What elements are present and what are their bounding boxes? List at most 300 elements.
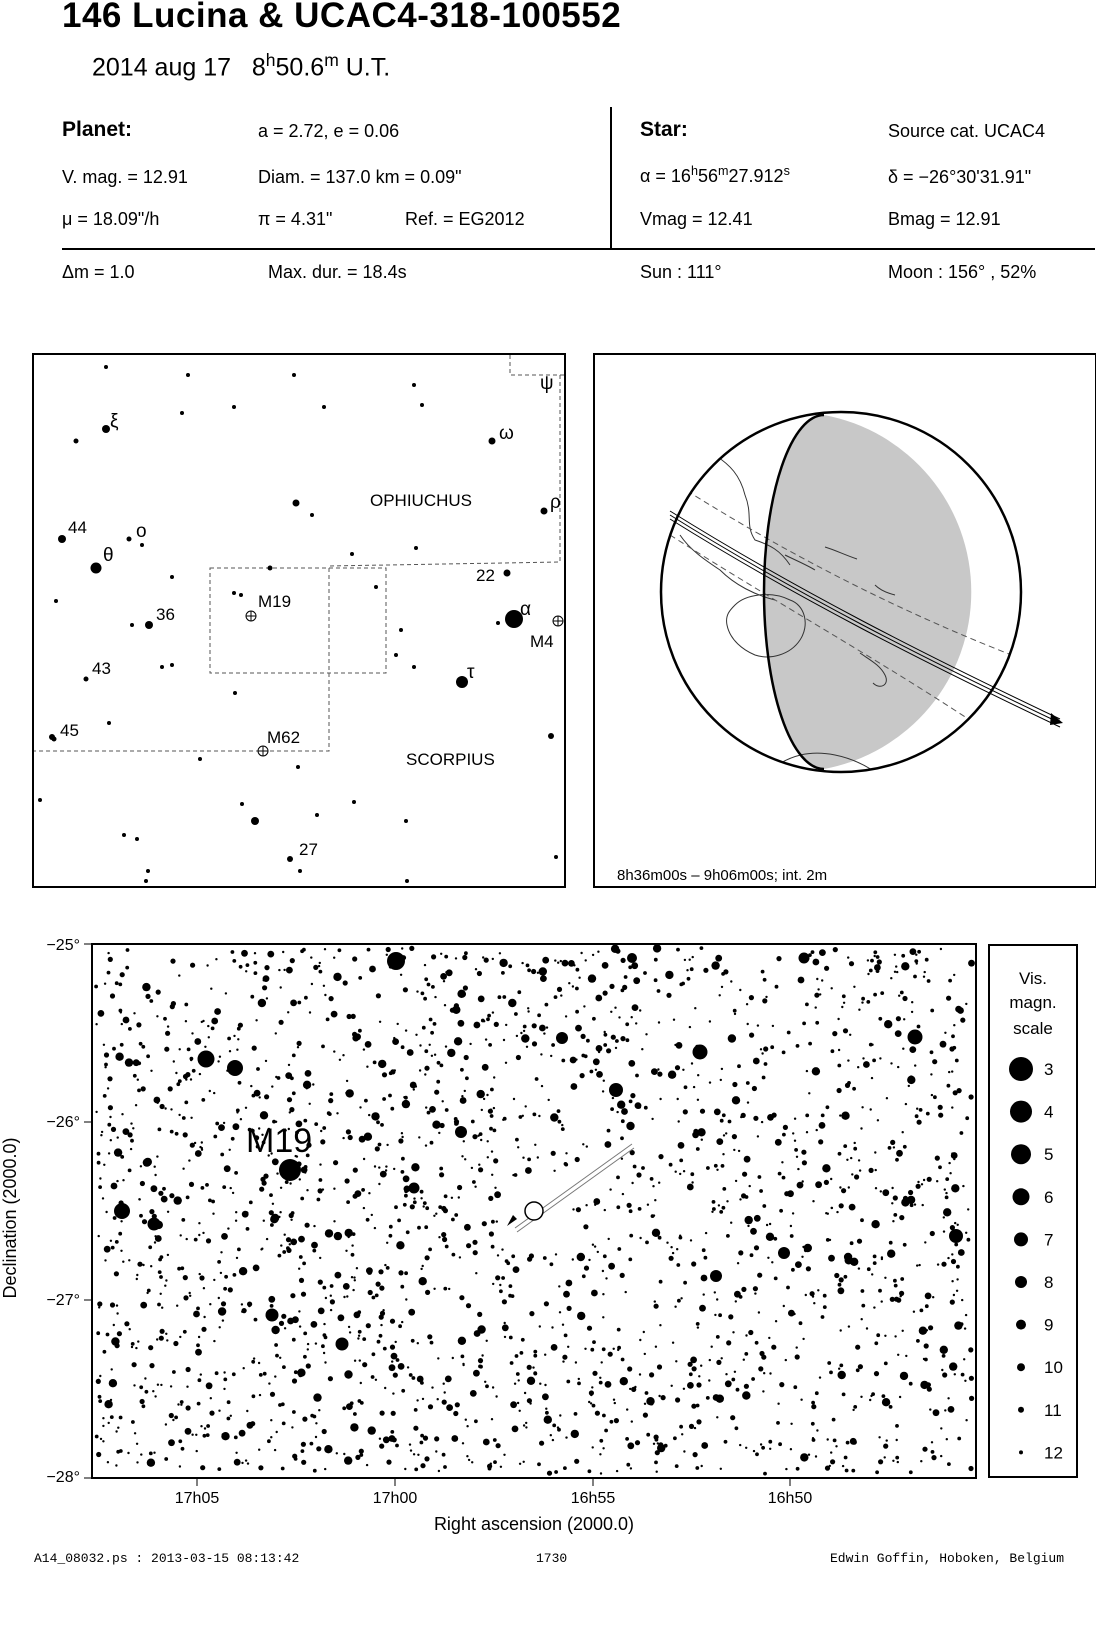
star-dot bbox=[472, 1134, 477, 1139]
star-dot bbox=[748, 1330, 753, 1335]
star-dot bbox=[617, 1247, 621, 1251]
star-dot bbox=[490, 1088, 494, 1092]
star-dot bbox=[446, 969, 453, 976]
star-dot bbox=[585, 1204, 587, 1206]
star-dot bbox=[725, 1132, 727, 1134]
star-dot bbox=[960, 1131, 964, 1135]
star-dot bbox=[905, 1355, 907, 1357]
star-dot bbox=[926, 1112, 930, 1116]
star-dot bbox=[391, 1353, 398, 1360]
star-dot bbox=[968, 1466, 973, 1471]
star-dot bbox=[95, 1023, 97, 1025]
star-dot bbox=[296, 765, 300, 769]
star-dot bbox=[890, 1062, 892, 1064]
star-dot bbox=[299, 1278, 304, 1283]
star-dot bbox=[897, 1461, 899, 1463]
star-dot bbox=[627, 1366, 632, 1371]
star-dot bbox=[745, 1447, 747, 1449]
star-dot bbox=[183, 1074, 188, 1079]
star-dot bbox=[306, 1363, 311, 1368]
star-dot bbox=[204, 1427, 206, 1429]
star-dot bbox=[631, 1016, 633, 1018]
star-dot bbox=[139, 1214, 143, 1218]
star-dot bbox=[751, 1377, 755, 1381]
star-dot bbox=[876, 955, 880, 959]
star-dot bbox=[263, 979, 265, 981]
star-dot bbox=[842, 1465, 844, 1467]
legend-dot bbox=[1015, 1276, 1027, 1288]
star-dot bbox=[676, 1042, 683, 1049]
star-dot bbox=[919, 1108, 923, 1112]
star-dot bbox=[871, 1044, 873, 1046]
planet-orbit: a = 2.72, e = 0.06 bbox=[258, 121, 400, 141]
star-dot bbox=[359, 1359, 361, 1361]
star-dot bbox=[189, 1292, 191, 1294]
star-dot bbox=[762, 998, 767, 1003]
star-dot bbox=[255, 1019, 257, 1021]
star-dot bbox=[899, 1291, 904, 1296]
star-dot bbox=[950, 1300, 955, 1305]
star-dot bbox=[694, 1007, 696, 1009]
star-dot bbox=[604, 1033, 608, 1037]
star-dot bbox=[514, 1173, 518, 1177]
star-dot bbox=[518, 1379, 520, 1381]
star-dot bbox=[506, 1261, 510, 1265]
star-dot bbox=[115, 1430, 117, 1432]
star-dot bbox=[582, 1274, 586, 1278]
star-dot bbox=[823, 1305, 827, 1309]
star-dot bbox=[229, 1050, 231, 1052]
star-dot bbox=[730, 1415, 735, 1420]
star-dot bbox=[429, 1106, 436, 1113]
footer-author: Edwin Goffin, Hoboken, Belgium bbox=[830, 1551, 1065, 1566]
star-dot bbox=[577, 1382, 581, 1386]
star-dot bbox=[362, 1337, 366, 1341]
star-dot bbox=[604, 1209, 606, 1211]
star-dot bbox=[472, 1180, 476, 1184]
star-dot bbox=[371, 1112, 379, 1120]
star-dot bbox=[602, 1447, 604, 1449]
star-dot bbox=[405, 879, 409, 883]
star-dot bbox=[812, 1295, 814, 1297]
star-dot bbox=[423, 997, 427, 1001]
star-dot bbox=[440, 1123, 445, 1128]
star-dot bbox=[431, 1055, 433, 1057]
star-dot bbox=[557, 987, 562, 992]
star-dot bbox=[720, 1079, 722, 1081]
star-dot bbox=[639, 1373, 641, 1375]
star-dot bbox=[543, 1256, 547, 1260]
star-dot bbox=[483, 1020, 485, 1022]
star-dot bbox=[205, 1183, 209, 1187]
star-dot bbox=[452, 1253, 456, 1257]
star-dot bbox=[943, 1216, 945, 1218]
star-dot bbox=[149, 1452, 153, 1456]
star-dot bbox=[105, 1211, 107, 1213]
star-dot bbox=[512, 1426, 519, 1433]
star-dot bbox=[701, 1465, 703, 1467]
star-dot bbox=[613, 1399, 615, 1401]
star-dot bbox=[106, 1333, 110, 1337]
star-dot bbox=[712, 1200, 716, 1204]
star-dot bbox=[730, 1222, 732, 1224]
star-dot bbox=[321, 1045, 325, 1049]
star-dot bbox=[595, 995, 602, 1002]
star-dot bbox=[132, 1127, 134, 1129]
star-dot bbox=[324, 948, 326, 950]
star-dot bbox=[368, 1114, 370, 1116]
star-dot bbox=[199, 1146, 201, 1148]
star-dot bbox=[654, 1199, 656, 1201]
star-dot bbox=[457, 990, 465, 998]
star-dot bbox=[38, 798, 42, 802]
star-dot bbox=[297, 1046, 299, 1048]
star-dot bbox=[581, 1034, 586, 1039]
star-dot bbox=[84, 677, 89, 682]
star-dot bbox=[135, 837, 139, 841]
star-dot bbox=[946, 996, 951, 1001]
star-dot bbox=[833, 1439, 837, 1443]
star-dot bbox=[599, 1377, 601, 1379]
star-dot bbox=[368, 1192, 370, 1194]
chart-field-outline bbox=[210, 568, 386, 673]
star-dot bbox=[718, 1204, 720, 1206]
star-dot bbox=[609, 1188, 611, 1190]
star-dot bbox=[923, 976, 925, 978]
star-dot bbox=[616, 949, 618, 951]
star-dot bbox=[136, 1022, 141, 1027]
star-dot bbox=[529, 1311, 534, 1316]
star-dot bbox=[351, 1276, 353, 1278]
star-dot bbox=[303, 1355, 307, 1359]
star-dot bbox=[821, 979, 823, 981]
star-dot bbox=[276, 1172, 278, 1174]
star-dot bbox=[378, 1060, 386, 1068]
star-dot bbox=[180, 1234, 182, 1236]
star-dot bbox=[134, 1432, 136, 1434]
star-dot bbox=[631, 1420, 633, 1422]
star-dot bbox=[683, 1109, 688, 1114]
star-dot bbox=[691, 1261, 696, 1266]
star-dot bbox=[318, 1280, 323, 1285]
star-dot bbox=[144, 1377, 146, 1379]
star-dot bbox=[918, 1264, 920, 1266]
star-dot bbox=[108, 1105, 113, 1110]
star-dot bbox=[413, 1088, 415, 1090]
planet-motion: μ = 18.09"/h bbox=[62, 209, 160, 229]
star-dot bbox=[873, 993, 877, 997]
star-dot bbox=[115, 1343, 120, 1348]
star-dot bbox=[281, 1314, 286, 1319]
star-dot bbox=[348, 1326, 350, 1328]
star-dot bbox=[553, 1170, 555, 1172]
star-dot bbox=[458, 1337, 466, 1345]
star-dot bbox=[854, 1174, 859, 1179]
star-dot bbox=[492, 1283, 494, 1285]
star-dot bbox=[319, 970, 323, 974]
star-dot bbox=[967, 1238, 971, 1242]
star-dot bbox=[778, 1247, 790, 1259]
star-dot bbox=[315, 813, 319, 817]
star-dot bbox=[933, 1095, 937, 1099]
star-dot bbox=[360, 1382, 362, 1384]
star-dot bbox=[905, 1103, 907, 1105]
star-dot bbox=[700, 1109, 705, 1114]
star-dot bbox=[477, 1090, 485, 1098]
star-dot bbox=[258, 1362, 260, 1364]
star-dot bbox=[539, 1325, 541, 1327]
star-dot bbox=[878, 1459, 883, 1464]
star-dot bbox=[294, 1370, 298, 1374]
star-dot bbox=[458, 1196, 460, 1198]
star-dot bbox=[683, 1388, 685, 1390]
star-dot bbox=[142, 1219, 147, 1224]
star-dot bbox=[659, 1098, 661, 1100]
star-dot bbox=[130, 623, 134, 627]
star-dot bbox=[944, 1188, 946, 1190]
star-dot bbox=[159, 1336, 164, 1341]
star-dot bbox=[142, 1264, 144, 1266]
star-dot bbox=[346, 1129, 351, 1134]
star-dot bbox=[121, 1023, 123, 1025]
star-dot bbox=[709, 1359, 711, 1361]
star-dot bbox=[115, 1154, 117, 1156]
star-dot bbox=[557, 962, 559, 964]
star-dot bbox=[590, 1394, 592, 1396]
star-dot bbox=[839, 1277, 844, 1282]
star-dot bbox=[896, 971, 898, 973]
star-dot bbox=[420, 1197, 422, 1199]
star-heading: Star: bbox=[640, 118, 688, 141]
star-dot bbox=[465, 1419, 467, 1421]
star-dot bbox=[814, 993, 819, 998]
star-dot bbox=[767, 1257, 769, 1259]
star-dot bbox=[618, 1016, 620, 1018]
star-dot bbox=[320, 1130, 322, 1132]
star-dot bbox=[546, 1026, 548, 1028]
star-dot bbox=[503, 1039, 505, 1041]
star-dot bbox=[258, 1449, 260, 1451]
star-dot bbox=[122, 1179, 124, 1181]
star-dot bbox=[874, 955, 876, 957]
star-dot bbox=[853, 1147, 857, 1151]
star-dot bbox=[701, 1275, 708, 1282]
star-dot bbox=[259, 1187, 264, 1192]
star-dot bbox=[232, 1192, 234, 1194]
star-dot bbox=[710, 1270, 722, 1282]
star-dot bbox=[446, 1404, 453, 1411]
star-dot bbox=[363, 1207, 365, 1209]
star-dot bbox=[902, 1330, 904, 1332]
star-dot bbox=[342, 1406, 346, 1410]
y-axis-label: Declination (2000.0) bbox=[0, 1137, 20, 1299]
star-dot bbox=[494, 1187, 496, 1189]
star-dot bbox=[519, 1115, 523, 1119]
star-dot bbox=[774, 1277, 778, 1281]
object-label-m19: M19 bbox=[258, 592, 292, 611]
star-dot bbox=[371, 1214, 373, 1216]
star-dec: δ = −26°30'31.91" bbox=[888, 167, 1032, 187]
star-dot bbox=[152, 1390, 154, 1392]
star-dot bbox=[617, 1328, 621, 1332]
star-dot bbox=[871, 1077, 873, 1079]
star-dot bbox=[744, 1384, 749, 1389]
star-dot bbox=[565, 1015, 567, 1017]
star-dot bbox=[878, 1436, 880, 1438]
star-dot bbox=[560, 960, 562, 962]
star-dot bbox=[269, 1193, 273, 1197]
star-dot bbox=[739, 1444, 741, 1446]
star-dot bbox=[113, 1216, 117, 1220]
star-dot bbox=[190, 1059, 192, 1061]
star-dot bbox=[187, 1048, 191, 1052]
star-dot bbox=[590, 1348, 594, 1352]
star-dot bbox=[635, 1074, 639, 1078]
star-dot bbox=[903, 1243, 907, 1247]
star-dot bbox=[397, 1219, 401, 1223]
star-dot bbox=[270, 1392, 275, 1397]
star-dot bbox=[336, 1338, 349, 1351]
star-dot bbox=[329, 996, 334, 1001]
star-dot bbox=[478, 1164, 480, 1166]
star-dot bbox=[211, 1027, 215, 1031]
star-dot bbox=[223, 1388, 225, 1390]
star-dot bbox=[260, 1177, 265, 1182]
star-dot bbox=[806, 1266, 811, 1271]
star-dot bbox=[299, 1325, 301, 1327]
star-dot bbox=[278, 1254, 282, 1258]
target-star-marker bbox=[525, 1202, 543, 1220]
star-dot bbox=[595, 1069, 597, 1071]
star-dot bbox=[145, 1390, 149, 1394]
star-dot bbox=[899, 1396, 901, 1398]
star-dot bbox=[923, 1179, 925, 1181]
star-dot bbox=[920, 1309, 924, 1313]
star-dot bbox=[550, 1055, 552, 1057]
star-dot bbox=[629, 1234, 633, 1238]
star-dot bbox=[435, 1450, 437, 1452]
star-dot bbox=[735, 1300, 737, 1302]
star-dot bbox=[925, 1293, 932, 1300]
star-dot bbox=[181, 1447, 185, 1451]
star-dot bbox=[461, 1355, 465, 1359]
star-dot bbox=[798, 977, 805, 984]
star-dot bbox=[851, 1173, 853, 1175]
star-dot bbox=[411, 1163, 419, 1171]
star-dot bbox=[742, 1172, 747, 1177]
star-dot bbox=[694, 1427, 696, 1429]
star-dot bbox=[359, 1453, 363, 1457]
star-dot bbox=[379, 1286, 384, 1291]
star-dot bbox=[103, 1350, 107, 1354]
star-dot bbox=[629, 1100, 633, 1104]
star-dot bbox=[964, 1380, 966, 1382]
star-ra: $\alpha = 16^h56^m27.912^s$ bbox=[640, 164, 790, 186]
boundary-line bbox=[510, 355, 564, 375]
star-dot bbox=[943, 1208, 951, 1216]
star-dot bbox=[452, 1357, 454, 1359]
star-dot bbox=[843, 1002, 845, 1004]
star-dot bbox=[815, 1181, 822, 1188]
star-dot bbox=[831, 1049, 835, 1053]
star-dot bbox=[503, 1454, 505, 1456]
star-dot bbox=[544, 1384, 546, 1386]
star-dot bbox=[811, 950, 815, 954]
star-dot bbox=[429, 1018, 433, 1022]
star-dot bbox=[240, 1118, 242, 1120]
star-dot bbox=[495, 1395, 497, 1397]
star-dot bbox=[169, 1193, 174, 1198]
star-dot bbox=[728, 1120, 732, 1124]
star-dot bbox=[703, 968, 708, 973]
star-dot bbox=[136, 1461, 138, 1463]
star-dot bbox=[420, 403, 424, 407]
star-dot bbox=[844, 1456, 848, 1460]
delta-magnitude: Δm = 1.0 bbox=[62, 262, 135, 282]
star-dot bbox=[896, 1150, 903, 1157]
legend-dot bbox=[1018, 1407, 1024, 1413]
star-dot bbox=[410, 1449, 412, 1451]
star-dot bbox=[160, 1293, 162, 1295]
star-dot bbox=[158, 1191, 163, 1196]
star-dot bbox=[532, 1023, 537, 1028]
star-dot bbox=[220, 1272, 222, 1274]
star-dot bbox=[687, 1382, 694, 1389]
star-dot bbox=[144, 879, 148, 883]
star-dot bbox=[403, 1203, 407, 1207]
star-dot bbox=[186, 1405, 191, 1410]
star-dot bbox=[236, 1257, 238, 1259]
star-dot bbox=[753, 1450, 755, 1452]
star-dot bbox=[107, 1076, 112, 1081]
star-dot bbox=[287, 856, 293, 862]
star-dot bbox=[305, 1070, 312, 1077]
star-dot bbox=[418, 1136, 420, 1138]
star-dot bbox=[762, 1390, 764, 1392]
star-dot bbox=[965, 1314, 967, 1316]
star-dot bbox=[847, 956, 849, 958]
star-dot bbox=[157, 1303, 161, 1307]
star-dot bbox=[169, 1413, 174, 1418]
star-dot bbox=[610, 1011, 612, 1013]
star-dot bbox=[140, 1302, 147, 1309]
star-dot bbox=[525, 1105, 527, 1107]
star-dot bbox=[898, 995, 900, 997]
star-dot bbox=[135, 1347, 137, 1349]
star-dot bbox=[916, 1264, 918, 1266]
star-dot bbox=[625, 1022, 629, 1026]
star-dot bbox=[561, 1127, 565, 1131]
star-dot bbox=[398, 1363, 405, 1370]
star-dot bbox=[653, 944, 661, 952]
star-dot bbox=[968, 960, 975, 967]
star-dot bbox=[251, 817, 259, 825]
star-dot bbox=[242, 1211, 249, 1218]
star-dot bbox=[346, 1403, 353, 1410]
star-dot bbox=[591, 1386, 593, 1388]
star-dot bbox=[625, 1291, 627, 1293]
column-divider bbox=[610, 107, 612, 248]
star-dot bbox=[204, 1046, 206, 1048]
star-dot bbox=[302, 1262, 306, 1266]
star-dot bbox=[501, 1248, 503, 1250]
star-dot bbox=[598, 1051, 600, 1053]
star-dot bbox=[599, 1439, 603, 1443]
star-dot bbox=[444, 1004, 446, 1006]
star-dot bbox=[588, 1401, 590, 1403]
star-dot bbox=[405, 1298, 407, 1300]
star-dot bbox=[895, 1424, 899, 1428]
